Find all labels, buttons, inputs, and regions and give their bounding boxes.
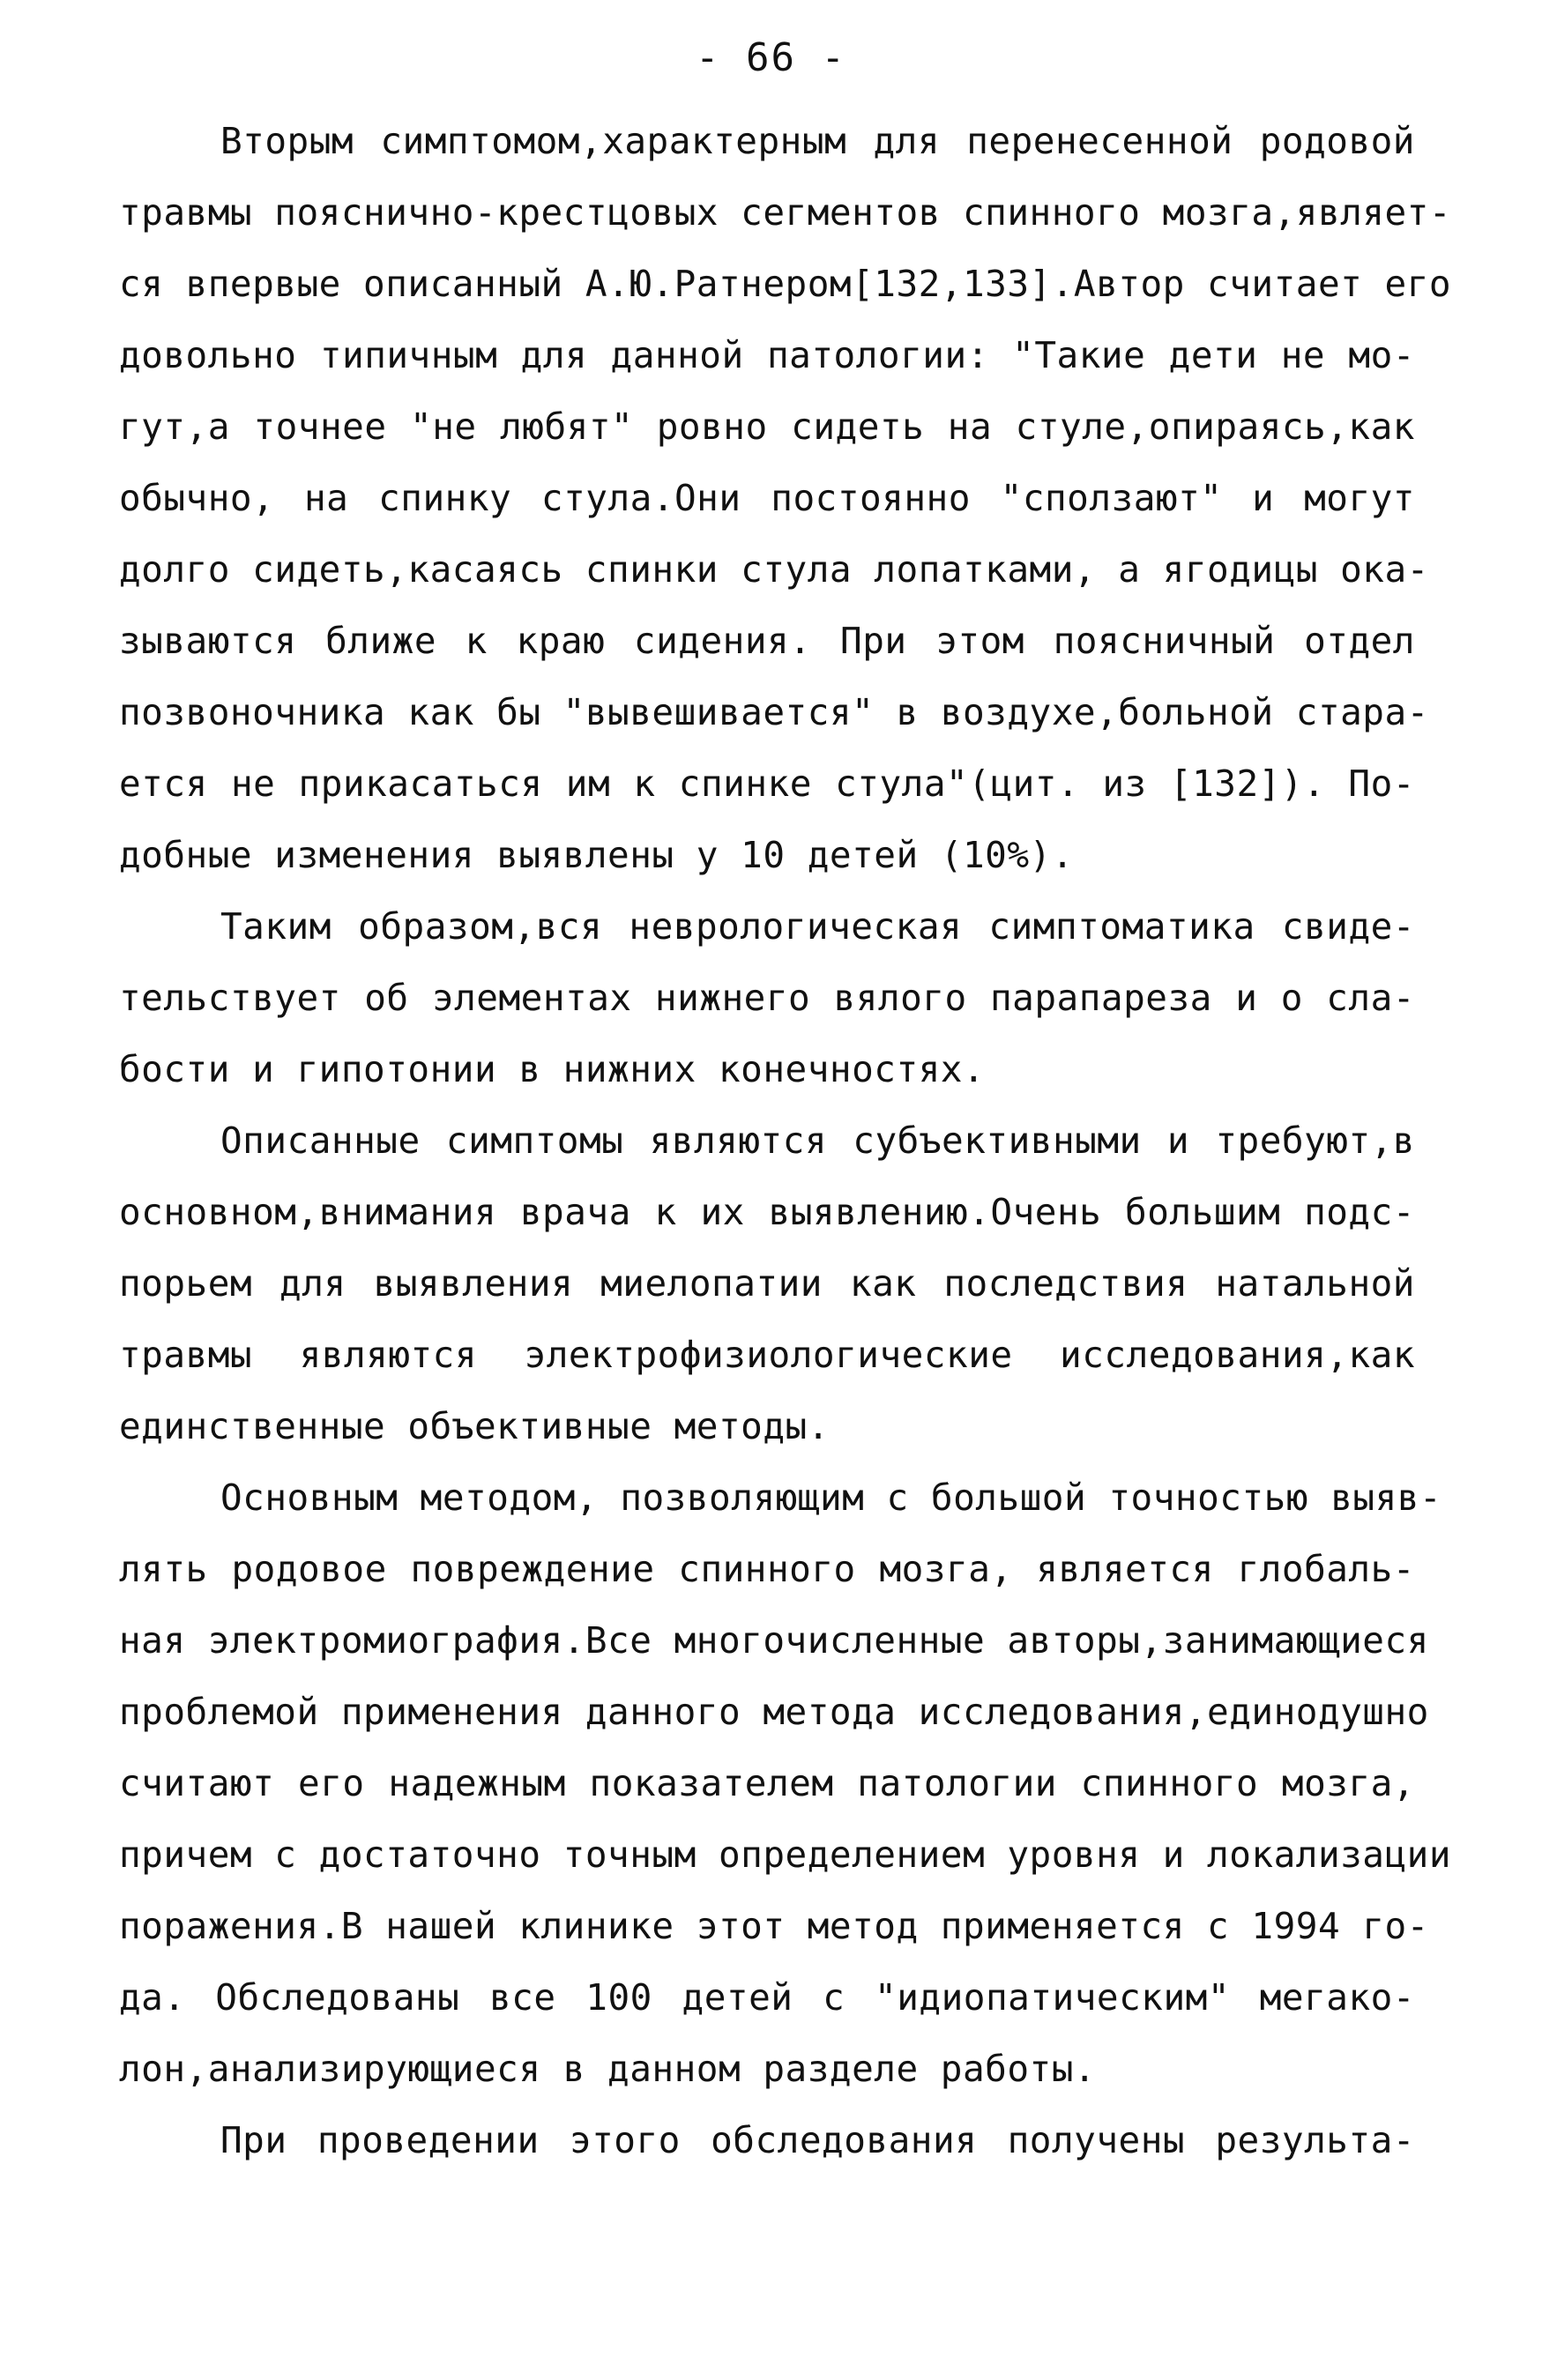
text-line: позвоночника как бы "вывешивается" в воздухе,больной стара- xyxy=(119,691,1429,733)
text-line: да. Обследованы все 100 детей с "идиопатическим" мегако- xyxy=(119,1976,1415,2019)
text-line: порьем для выявления миелопатии как последствия натальной xyxy=(119,1262,1415,1305)
document-body xyxy=(119,106,1452,2176)
text-line: обычно, на спинку стула.Они постоянно "сползают" и могут xyxy=(119,477,1415,519)
text-line: лон,анализирующиеся в данном разделе работы. xyxy=(119,2048,1097,2090)
text-line: основном,внимания врача к их выявлению.Очень большим подс- xyxy=(119,1191,1415,1233)
text-line: Таким образом,вся неврологическая симптоматика свиде- xyxy=(220,905,1415,948)
paragraph xyxy=(119,1462,1452,2105)
paragraph xyxy=(119,106,1452,891)
text-line: долго сидеть,касаясь спинки стула лопатками, а ягодицы ока- xyxy=(119,548,1429,591)
text-line: тельствует об элементах нижнего вялого парапареза и о сла- xyxy=(119,977,1415,1019)
paragraph xyxy=(119,891,1415,1105)
text-line: Описанные симптомы являются субъективными и требуют,в xyxy=(220,1119,1415,1162)
text-line: гут,а точнее "не любят" ровно сидеть на стуле,опираясь,как xyxy=(119,405,1415,448)
text-line: При проведении этого обследования получены результа- xyxy=(220,2119,1415,2161)
text-line: проблемой применения данного метода исследования,единодушно xyxy=(119,1691,1429,1733)
paragraph xyxy=(119,2105,1415,2176)
text-line: ется не прикасаться им к спинке стула"(цит. из [132]). По- xyxy=(119,762,1415,805)
text-line: добные изменения выявлены у 10 детей (10%). xyxy=(119,834,1074,876)
text-line: травмы пояснично-крестцовых сегментов спинного мозга,являет- xyxy=(119,191,1452,234)
page-number: - 66 - xyxy=(696,35,846,80)
text-line: Основным методом, позволяющим с большой точностью выяв- xyxy=(220,1476,1442,1519)
text-line: зываются ближе к краю сидения. При этом поясничный отдел xyxy=(119,620,1415,662)
text-line: лять родовое повреждение спинного мозга, является глобаль- xyxy=(119,1548,1415,1590)
text-line: бости и гипотонии в нижних конечностях. xyxy=(119,1048,986,1090)
text-line: поражения.В нашей клинике этот метод применяется с 1994 го- xyxy=(119,1905,1429,1947)
text-line: довольно типичным для данной патологии: "Такие дети не мо- xyxy=(119,334,1415,376)
text-line: ся впервые описанный А.Ю.Ратнером[132,133].Автор считает его xyxy=(119,263,1452,305)
text-line: травмы являются электрофизиологические исследования,как xyxy=(119,1334,1415,1376)
text-line: причем с достаточно точным определением уровня и локализации xyxy=(119,1833,1452,1876)
text-line: единственные объективные методы. xyxy=(119,1405,830,1447)
text-line: считают его надежным показателем патологии спинного мозга, xyxy=(119,1762,1415,1804)
text-line: ная электромиография.Все многочисленные авторы,занимающиеся xyxy=(119,1619,1429,1662)
paragraph xyxy=(119,1105,1415,1462)
text-line: Вторым симптомом,характерным для перенесенной родовой xyxy=(220,120,1415,162)
